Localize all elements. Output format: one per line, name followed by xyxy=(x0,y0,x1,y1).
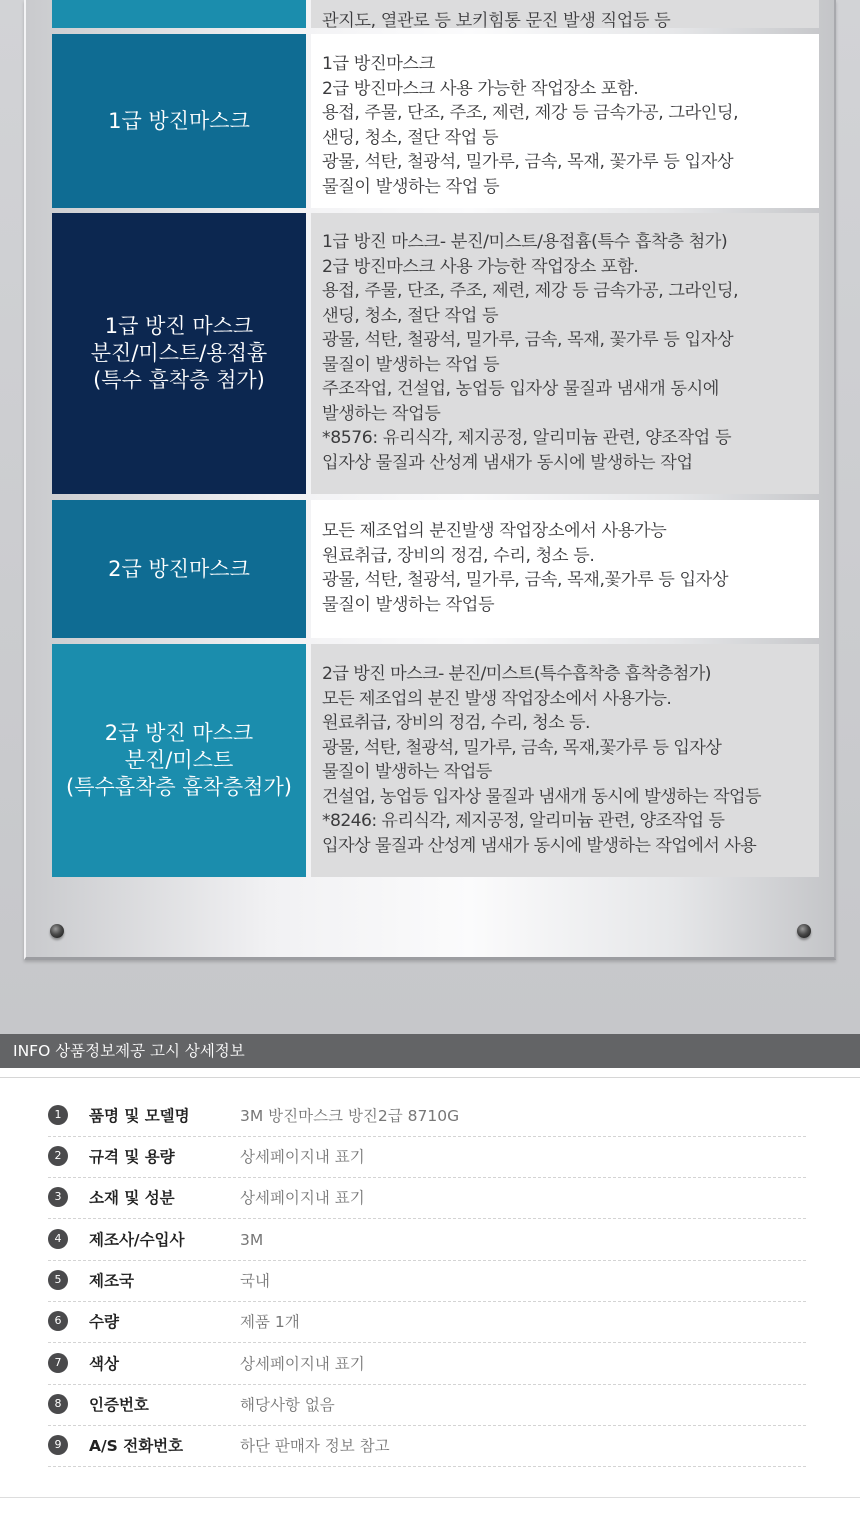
bottom-divider xyxy=(0,1497,860,1498)
mask-row-grade1-special xyxy=(52,213,819,494)
partial-top-desc xyxy=(311,0,819,28)
spec-row xyxy=(48,1385,806,1426)
spec-number-badge: 6 xyxy=(48,1311,68,1331)
spec-key: 수량 xyxy=(89,1313,119,1331)
mask-grade-description: 모든 제조업의 분진발생 작업장소에서 사용가능 원료취급, 장비의 정검, 수리, 청소 등. 광물, 석탄, 철광석, 밀가루, 금속, 목재,꽃가루 등 입자상 물질이 발생하는 작업등 xyxy=(311,500,819,638)
spec-key: 규격 및 용량 xyxy=(89,1148,175,1166)
spec-number-badge: 5 xyxy=(48,1270,68,1290)
mask-row-grade2-special xyxy=(52,644,819,877)
mask-grade-description: 2급 방진 마스크- 분진/미스트(특수흡착층 흡착층첨가) 모든 제조업의 분진 발생 작업장소에서 사용가능. 원료취급, 장비의 정검, 수리, 청소 등. 광물, 석탄, 철광석, 밀가루, 금속, 목재,꽃가루 등 입자상 물질이 발생하는 작업등 건설업, 농업등 입자상 물질과 냄새개 동시에 발생하는 작업등 *8246: 유리식각, 제지공정, 알리미늄 관련, 양조작업 등 입자상 물질과 산성계 냄새가 동시에 발생하는 작업에서 사용 xyxy=(311,644,819,877)
spec-value: 해당사항 없음 xyxy=(240,1396,335,1414)
spec-value: 하단 판매자 정보 참고 xyxy=(240,1437,390,1455)
mask-grade-label: 1급 방진마스크 xyxy=(52,34,306,208)
mask-row-grade1 xyxy=(52,34,819,208)
spec-value: 3M xyxy=(240,1231,264,1249)
screw-right-icon xyxy=(797,924,811,938)
spec-row xyxy=(48,1178,806,1219)
partial-top-label xyxy=(52,0,306,28)
partial-top-text: 관지도, 열관로 등 보키힘통 문진 발생 직업등 등 xyxy=(322,10,671,28)
spec-number-badge: 1 xyxy=(48,1105,68,1125)
spec-value: 3M 방진마스크 방진2급 8710G xyxy=(240,1107,460,1125)
spec-row xyxy=(48,1096,806,1137)
info-header xyxy=(0,1034,860,1068)
mask-row-grade2 xyxy=(52,500,819,638)
spec-number-badge: 9 xyxy=(48,1435,68,1455)
spec-row xyxy=(48,1302,806,1343)
partial-top-row xyxy=(52,0,819,28)
info-title: INFO 상품정보제공 고시 상세정보 xyxy=(13,1042,245,1060)
spec-value: 상세페이지내 표기 xyxy=(240,1189,365,1207)
spec-key: 품명 및 모델명 xyxy=(89,1107,190,1125)
spec-key: 제조국 xyxy=(89,1272,134,1290)
mask-grade-label: 1급 방진 마스크 분진/미스트/용접흄 (특수 흡착층 첨가) xyxy=(52,213,306,494)
mask-grade-description: 1급 방진 마스크- 분진/미스트/용접흄(특수 흡착층 첨가) 2급 방진마스크 사용 가능한 작업장소 포함. 용접, 주물, 단조, 주조, 제련, 제강 등 금속가공, 그라인딩, 샌딩, 청소, 절단 작업 등 광물, 석탄, 철광석, 밀가루, 금속, 목재, 꽃가루 등 입자상 물질이 발생하는 작업 등 주조작업, 건설업, 농업등 입자상 물질과 냄새개 동시에 발생하는 작업등 *8576: 유리식각, 제지공정, 알리미늄 관련, 양조작업 등 입자상 물질과 산성계 냄새가 동시에 발생하는 작업 xyxy=(311,213,819,494)
spec-row xyxy=(48,1220,806,1261)
spec-key: 제조사/수입사 xyxy=(89,1231,185,1249)
spec-row xyxy=(48,1261,806,1302)
spec-value: 상세페이지내 표기 xyxy=(240,1148,365,1166)
spec-number-badge: 2 xyxy=(48,1146,68,1166)
spec-row xyxy=(48,1426,806,1467)
spec-number-badge: 4 xyxy=(48,1229,68,1249)
spec-number-badge: 8 xyxy=(48,1394,68,1414)
spec-row xyxy=(48,1344,806,1385)
spec-value: 국내 xyxy=(240,1272,270,1290)
spec-number-badge: 3 xyxy=(48,1187,68,1207)
info-divider xyxy=(0,1077,860,1078)
mask-grade-label: 2급 방진마스크 xyxy=(52,500,306,638)
spec-key: A/S 전화번호 xyxy=(89,1437,184,1455)
spec-key: 색상 xyxy=(89,1355,119,1373)
spec-key: 인증번호 xyxy=(89,1396,149,1414)
screw-left-icon xyxy=(50,924,64,938)
spec-row xyxy=(48,1137,806,1178)
spec-key: 소재 및 성분 xyxy=(89,1189,175,1207)
mask-grade-label: 2급 방진 마스크 분진/미스트 (특수흡착층 흡착층첨가) xyxy=(52,644,306,877)
spec-value: 제품 1개 xyxy=(240,1313,300,1331)
spec-number-badge: 7 xyxy=(48,1353,68,1373)
spec-value: 상세페이지내 표기 xyxy=(240,1355,365,1373)
mask-grade-description: 1급 방진마스크 2급 방진마스크 사용 가능한 작업장소 포함. 용접, 주물, 단조, 주조, 제련, 제강 등 금속가공, 그라인딩, 샌딩, 청소, 절단 작업 등 광물, 석탄, 철광석, 밀가루, 금속, 목재, 꽃가루 등 입자상 물질이 발생하는 작업 등 xyxy=(311,34,819,208)
